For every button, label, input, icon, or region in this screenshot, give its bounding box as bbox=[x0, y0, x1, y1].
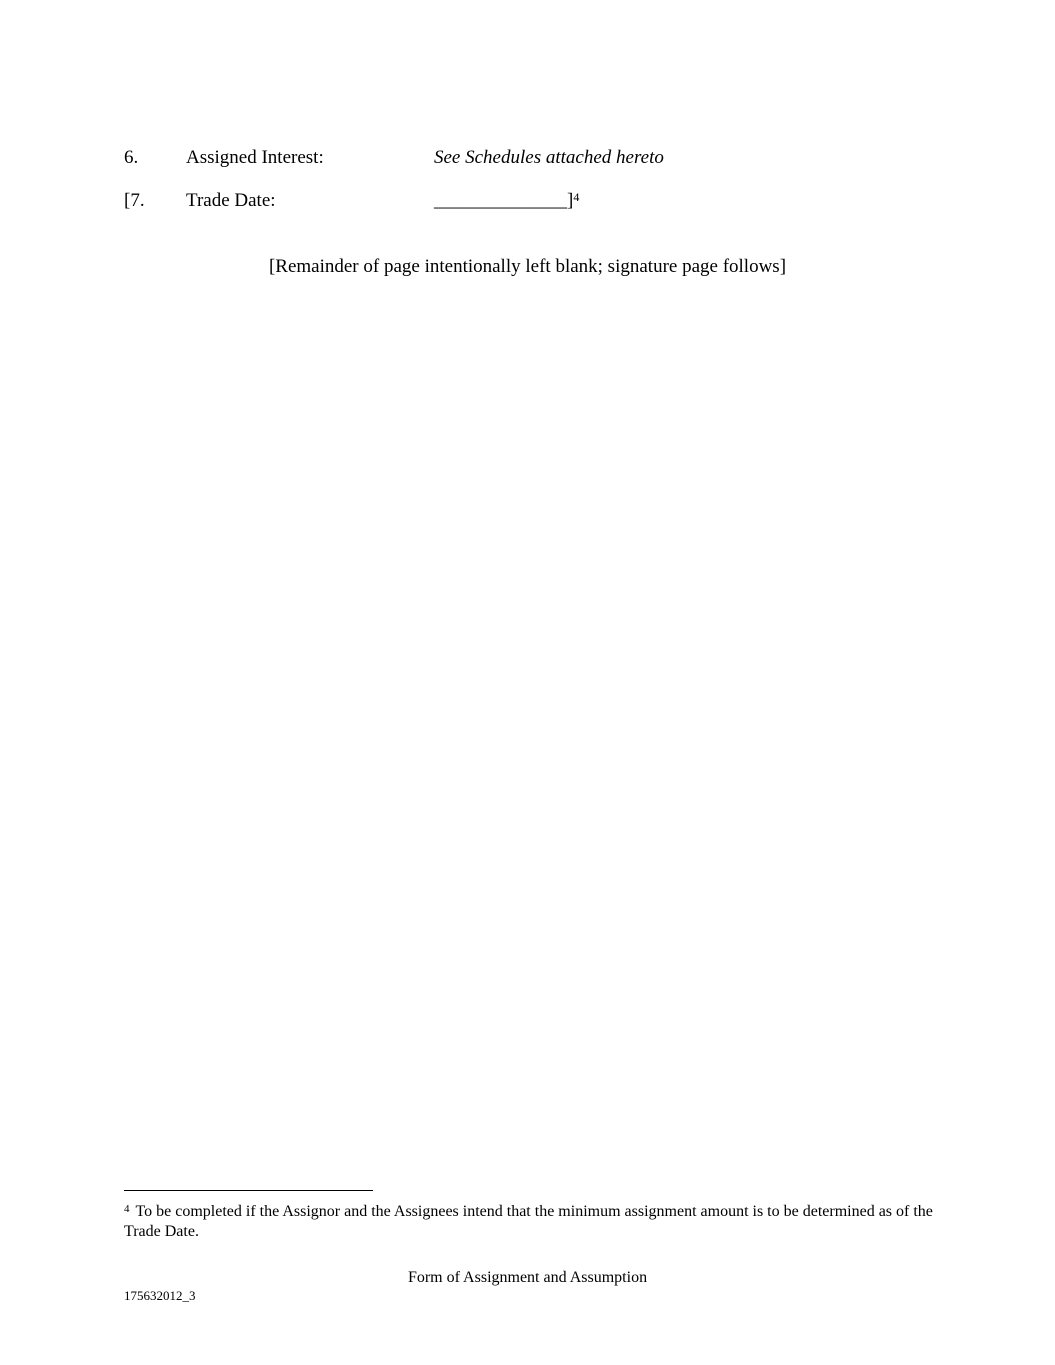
footer-title: Form of Assignment and Assumption bbox=[407, 1269, 648, 1286]
document-id: 175632012_3 bbox=[124, 1288, 196, 1303]
footnote-ref-4[interactable]: 4 bbox=[573, 190, 580, 204]
remainder-note: [Remainder of page intentionally left blank; signature page follows] bbox=[268, 256, 787, 277]
item-7-label: Trade Date: bbox=[186, 190, 276, 211]
item-7-value bbox=[434, 190, 579, 212]
footnote-4 bbox=[124, 1202, 936, 1242]
item-6-number: 6. bbox=[124, 147, 139, 168]
trade-date-blank: ______________] bbox=[434, 190, 574, 211]
item-6-label: Assigned Interest: bbox=[186, 147, 324, 168]
item-7-number: [7. bbox=[124, 190, 145, 211]
item-6-value: See Schedules attached hereto bbox=[434, 147, 664, 168]
footnote-marker: 4 bbox=[124, 1203, 130, 1215]
footnote-text: To be completed if the Assignor and the Assignees intend that the minimum assignment amount is to be determined as of the Trade Date. bbox=[124, 1203, 933, 1240]
footnote-divider bbox=[124, 1190, 373, 1191]
